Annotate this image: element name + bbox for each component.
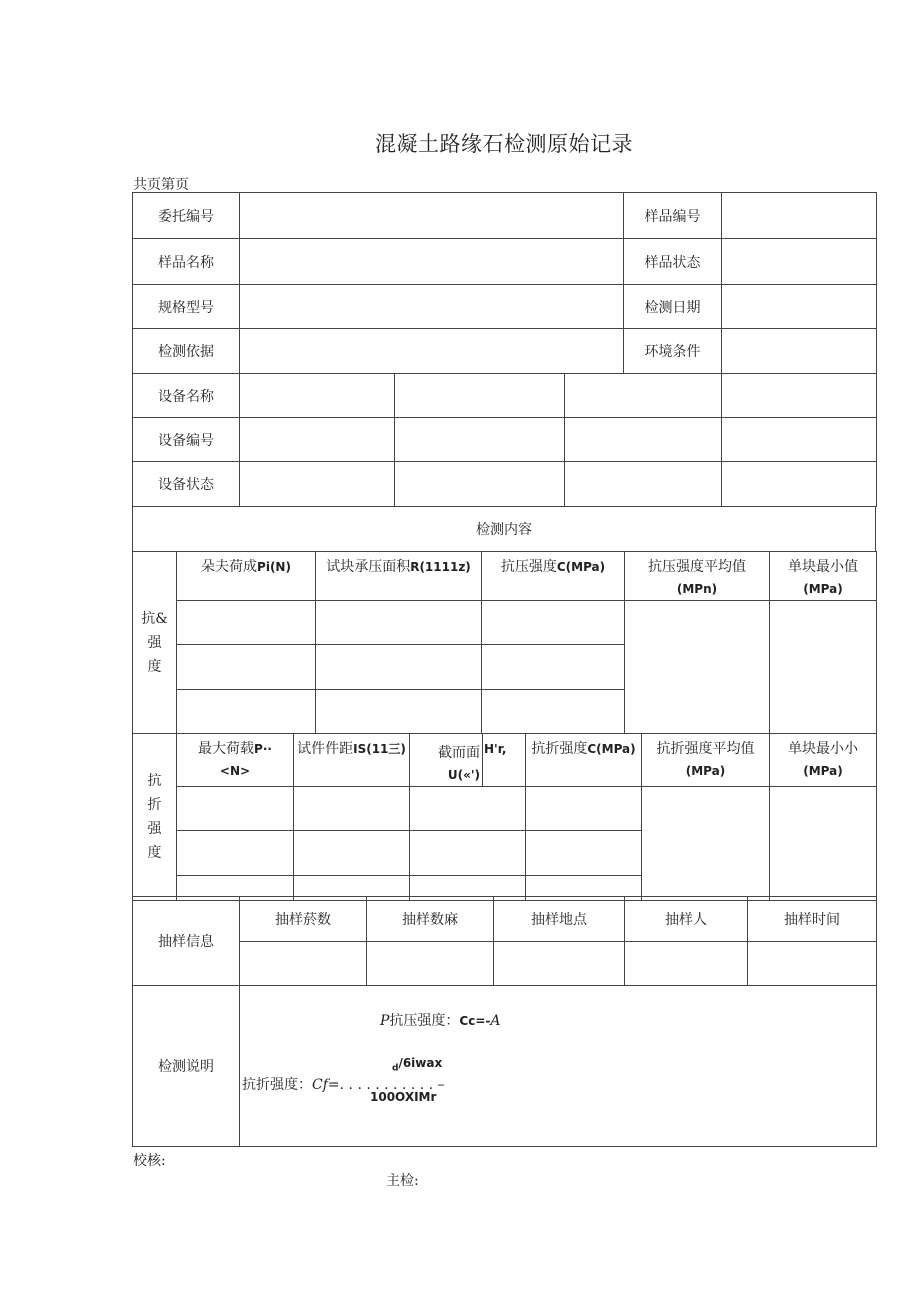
compressive-cell[interactable] xyxy=(482,690,625,734)
flexural-average-header: 抗折强度平均值 (MPa) xyxy=(642,734,770,787)
flexural-table xyxy=(132,733,877,901)
equipment-state-label: 设备状态 xyxy=(133,462,240,507)
notes-cell xyxy=(240,986,877,1147)
compressive-cell[interactable] xyxy=(316,601,482,645)
section-header: 截而面 U(«') xyxy=(410,734,483,787)
test-basis-label: 检测依据 xyxy=(133,329,240,374)
span-header: 试件件距IS(11三) xyxy=(294,734,410,787)
flexural-label-char: 度 xyxy=(147,845,162,861)
test-content-heading: 检测内容 xyxy=(133,507,876,552)
review-signature-label: 校核: xyxy=(133,1153,166,1169)
flexural-strength-header: 抗折强度C(MPa) xyxy=(526,734,642,787)
equipment-state-cell[interactable] xyxy=(565,462,722,507)
sampling-label: 抽样信息 xyxy=(133,897,240,986)
info-table xyxy=(132,192,877,374)
sample-state-label: 样品状态 xyxy=(624,239,722,285)
compressive-cell[interactable] xyxy=(482,601,625,645)
sampling-col-header: 抽样时间 xyxy=(748,897,877,942)
commission-no-label: 委托编号 xyxy=(133,193,240,239)
equipment-name-cell[interactable] xyxy=(565,374,722,418)
compressive-label-char: 强 xyxy=(147,634,162,651)
compressive-average-header: 抗压强度平均值 (MPn) xyxy=(625,552,770,601)
flexural-label-char: 强 xyxy=(147,821,162,837)
compressive-label-char: 抗& xyxy=(141,610,168,627)
max-load-header: 朵夫荷成Pi(N) xyxy=(177,552,316,601)
flexural-cell[interactable] xyxy=(294,831,410,876)
compressive-strength-header: 抗压强度C(MPa) xyxy=(482,552,625,601)
test-date-cell[interactable] xyxy=(722,285,877,329)
equipment-state-cell[interactable] xyxy=(722,462,877,507)
compressive-cell[interactable] xyxy=(482,645,625,690)
sample-no-cell[interactable] xyxy=(722,193,877,239)
sample-name-cell[interactable] xyxy=(240,239,624,285)
equipment-table xyxy=(132,373,877,507)
env-condition-label: 环境条件 xyxy=(624,329,722,374)
commission-no-cell[interactable] xyxy=(240,193,624,239)
notes-table xyxy=(132,985,877,1147)
sample-state-cell[interactable] xyxy=(722,239,877,285)
flexural-average-cell[interactable] xyxy=(642,787,770,901)
compressive-table xyxy=(132,551,877,734)
section-height-header: H'r, xyxy=(483,734,526,787)
document-title: 混凝土路缘石检测原始记录 xyxy=(375,132,633,156)
sampling-col-header: 抽样人 xyxy=(625,897,748,942)
compressive-cell[interactable] xyxy=(177,690,316,734)
flexural-min-header: 单块最小小 (MPa) xyxy=(770,734,877,787)
equipment-state-cell[interactable] xyxy=(395,462,565,507)
sampling-cell[interactable] xyxy=(494,942,625,986)
sampling-col-header: 抽样地点 xyxy=(494,897,625,942)
formula-area xyxy=(240,986,876,1146)
compressive-cell[interactable] xyxy=(316,645,482,690)
flexural-cell[interactable] xyxy=(410,831,526,876)
flexural-label xyxy=(133,734,177,901)
sample-name-label: 样品名称 xyxy=(133,239,240,285)
sampling-table xyxy=(132,896,877,986)
equipment-number-label: 设备编号 xyxy=(133,418,240,462)
bearing-area-header: 试块承压面积R(1111z) xyxy=(316,552,482,601)
flexural-max-load-header: 最大荷载P·· <N> xyxy=(177,734,294,787)
compressive-min-cell[interactable] xyxy=(770,601,877,734)
compressive-cell[interactable] xyxy=(177,645,316,690)
notes-label: 检测说明 xyxy=(133,986,240,1147)
flexural-cell[interactable] xyxy=(177,831,294,876)
sampling-cell[interactable] xyxy=(240,942,367,986)
spec-model-label: 规格型号 xyxy=(133,285,240,329)
compressive-formula: P抗压强度：Cc=-A xyxy=(380,1013,501,1029)
compressive-cell[interactable] xyxy=(177,601,316,645)
equipment-number-cell[interactable] xyxy=(565,418,722,462)
sampling-cell[interactable] xyxy=(367,942,494,986)
sample-no-label: 样品编号 xyxy=(624,193,722,239)
flexural-formula: 抗折强度：Cf=. . . . . . . . . . . – xyxy=(242,1077,445,1093)
flexural-formula-denominator: 100OXIMr xyxy=(370,1090,437,1104)
equipment-name-cell[interactable] xyxy=(395,374,565,418)
flexural-cell[interactable] xyxy=(526,831,642,876)
flexural-label-char: 折 xyxy=(147,797,162,813)
compressive-cell[interactable] xyxy=(316,690,482,734)
spec-model-cell[interactable] xyxy=(240,285,624,329)
equipment-state-cell[interactable] xyxy=(240,462,395,507)
sampling-cell[interactable] xyxy=(625,942,748,986)
env-condition-cell[interactable] xyxy=(722,329,877,374)
equipment-number-cell[interactable] xyxy=(722,418,877,462)
compressive-average-cell[interactable] xyxy=(625,601,770,734)
test-date-label: 检测日期 xyxy=(624,285,722,329)
equipment-number-cell[interactable] xyxy=(240,418,395,462)
flexural-cell[interactable] xyxy=(410,787,526,831)
flexural-cell[interactable] xyxy=(526,787,642,831)
test-basis-cell[interactable] xyxy=(240,329,624,374)
sampling-cell[interactable] xyxy=(748,942,877,986)
main-inspector-label: 主检: xyxy=(386,1173,419,1189)
flexural-cell[interactable] xyxy=(294,787,410,831)
sampling-col-header: 抽样菸数 xyxy=(240,897,367,942)
equipment-name-label: 设备名称 xyxy=(133,374,240,418)
compressive-label xyxy=(133,552,177,734)
content-header-table xyxy=(132,506,876,552)
flexural-min-cell[interactable] xyxy=(770,787,877,901)
compressive-label-char: 度 xyxy=(147,658,162,675)
flexural-cell[interactable] xyxy=(177,787,294,831)
equipment-name-cell[interactable] xyxy=(240,374,395,418)
equipment-number-cell[interactable] xyxy=(395,418,565,462)
equipment-name-cell[interactable] xyxy=(722,374,877,418)
flexural-formula-numerator: $_d$/6iwax xyxy=(392,1056,443,1074)
sampling-col-header: 抽样数麻 xyxy=(367,897,494,942)
compressive-min-header: 单块最小值 (MPa) xyxy=(770,552,877,601)
page-count: 共页第页 xyxy=(133,177,189,193)
flexural-label-char: 抗 xyxy=(147,773,162,789)
